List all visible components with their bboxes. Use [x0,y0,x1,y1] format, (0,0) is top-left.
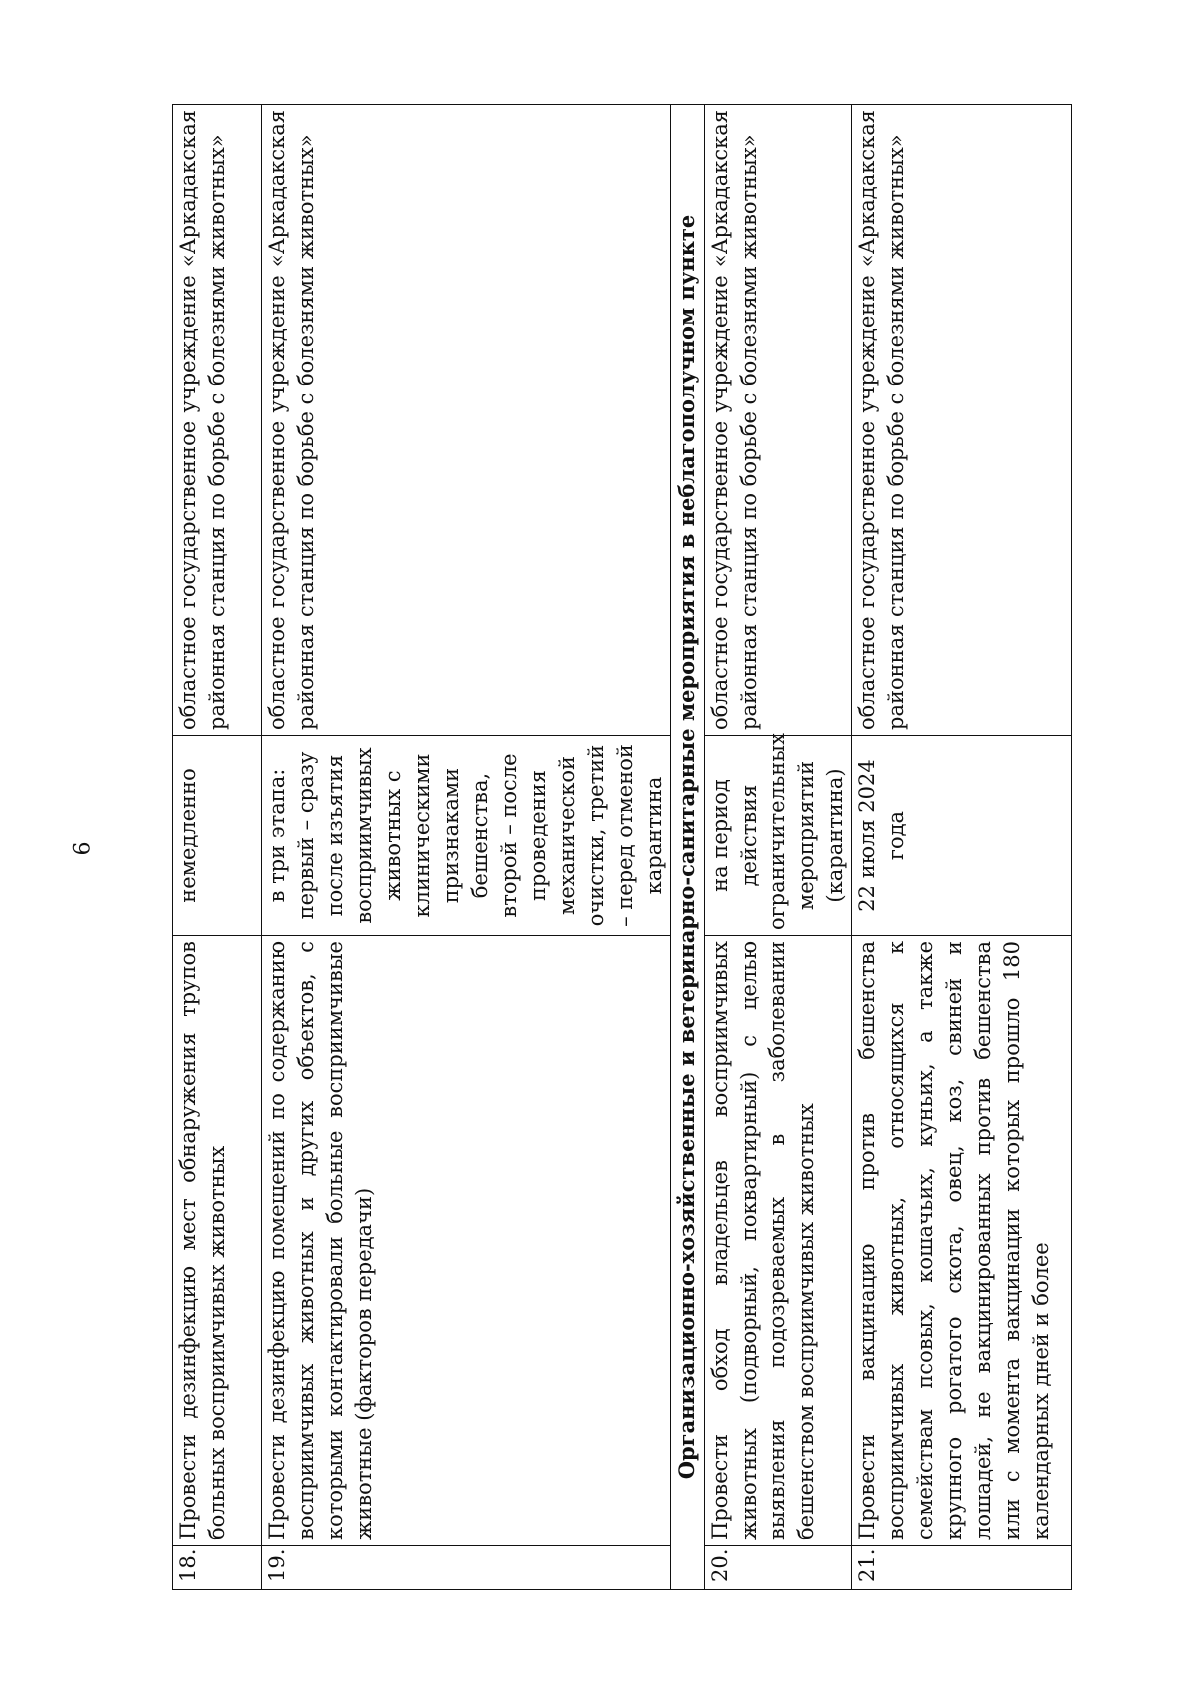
measure-responsible: областное государственное учреждение «Аркадакская районная станция по борьбе с болезнями животных» [704,105,852,736]
section-title: Организационно-хозяйственные и ветеринарно-санитарные мероприятия в неблагополучном пункте [670,105,704,1590]
measure-term: на период действия ограничительных мероприятий (карантина) [704,736,852,936]
row-number: 19. [262,1546,671,1590]
measure-responsible: областное государственное учреждение «Аркадакская районная станция по борьбе с болезнями животных» [262,105,671,736]
measure-responsible: областное государственное учреждение «Аркадакская районная станция по борьбе с болезнями животных» [173,105,262,736]
table-row-20 [704,105,852,1590]
measure-text: Провести дезинфекцию помещений по содержанию восприимчивых животных и других объектов, с которыми контактировали больные восприимчивые животные (факторов передачи) [262,936,671,1546]
rotated-table-container [172,105,1072,1590]
measure-text: Провести дезинфекцию мест обнаружения трупов больных восприимчивых животных [173,936,262,1546]
table-row-18 [173,105,262,1590]
measure-term: немедленно [173,736,262,936]
row-number: 21. [852,1546,1072,1590]
measure-text: Провести обход владельцев восприимчивых животных (подворный, поквартирный) с целью выявления подозреваемых в заболевании бешенством восприимчивых животных [704,936,852,1546]
section-header-row [670,105,704,1590]
measure-responsible: областное государственное учреждение «Аркадакская районная станция по борьбе с болезнями животных» [852,105,1072,736]
table-row-19 [262,105,671,1590]
row-number: 18. [173,1546,262,1590]
measure-text: Провести вакцинацию против бешенства восприимчивых животных, относящихся к семействам псовых, кошачьих, куньих, а также крупного рогатого скота, овец, коз, свиней и лошадей, не вакцинированных против бешенства или с момента вакцинации которых прошло 180 календарных дней и более [852,936,1072,1546]
measure-term: 22 июля 2024 года [852,736,1072,936]
table-row-21 [852,105,1072,1590]
page-number: 6 [70,841,96,856]
measures-table [172,104,1072,1590]
row-number: 20. [704,1546,852,1590]
measure-term: в три этапа: первый – сразу после изъятия восприимчивых животных с клиническими признаками бешенства, второй – после проведения механической очистки, третий – перед отменой карантина [262,736,671,936]
